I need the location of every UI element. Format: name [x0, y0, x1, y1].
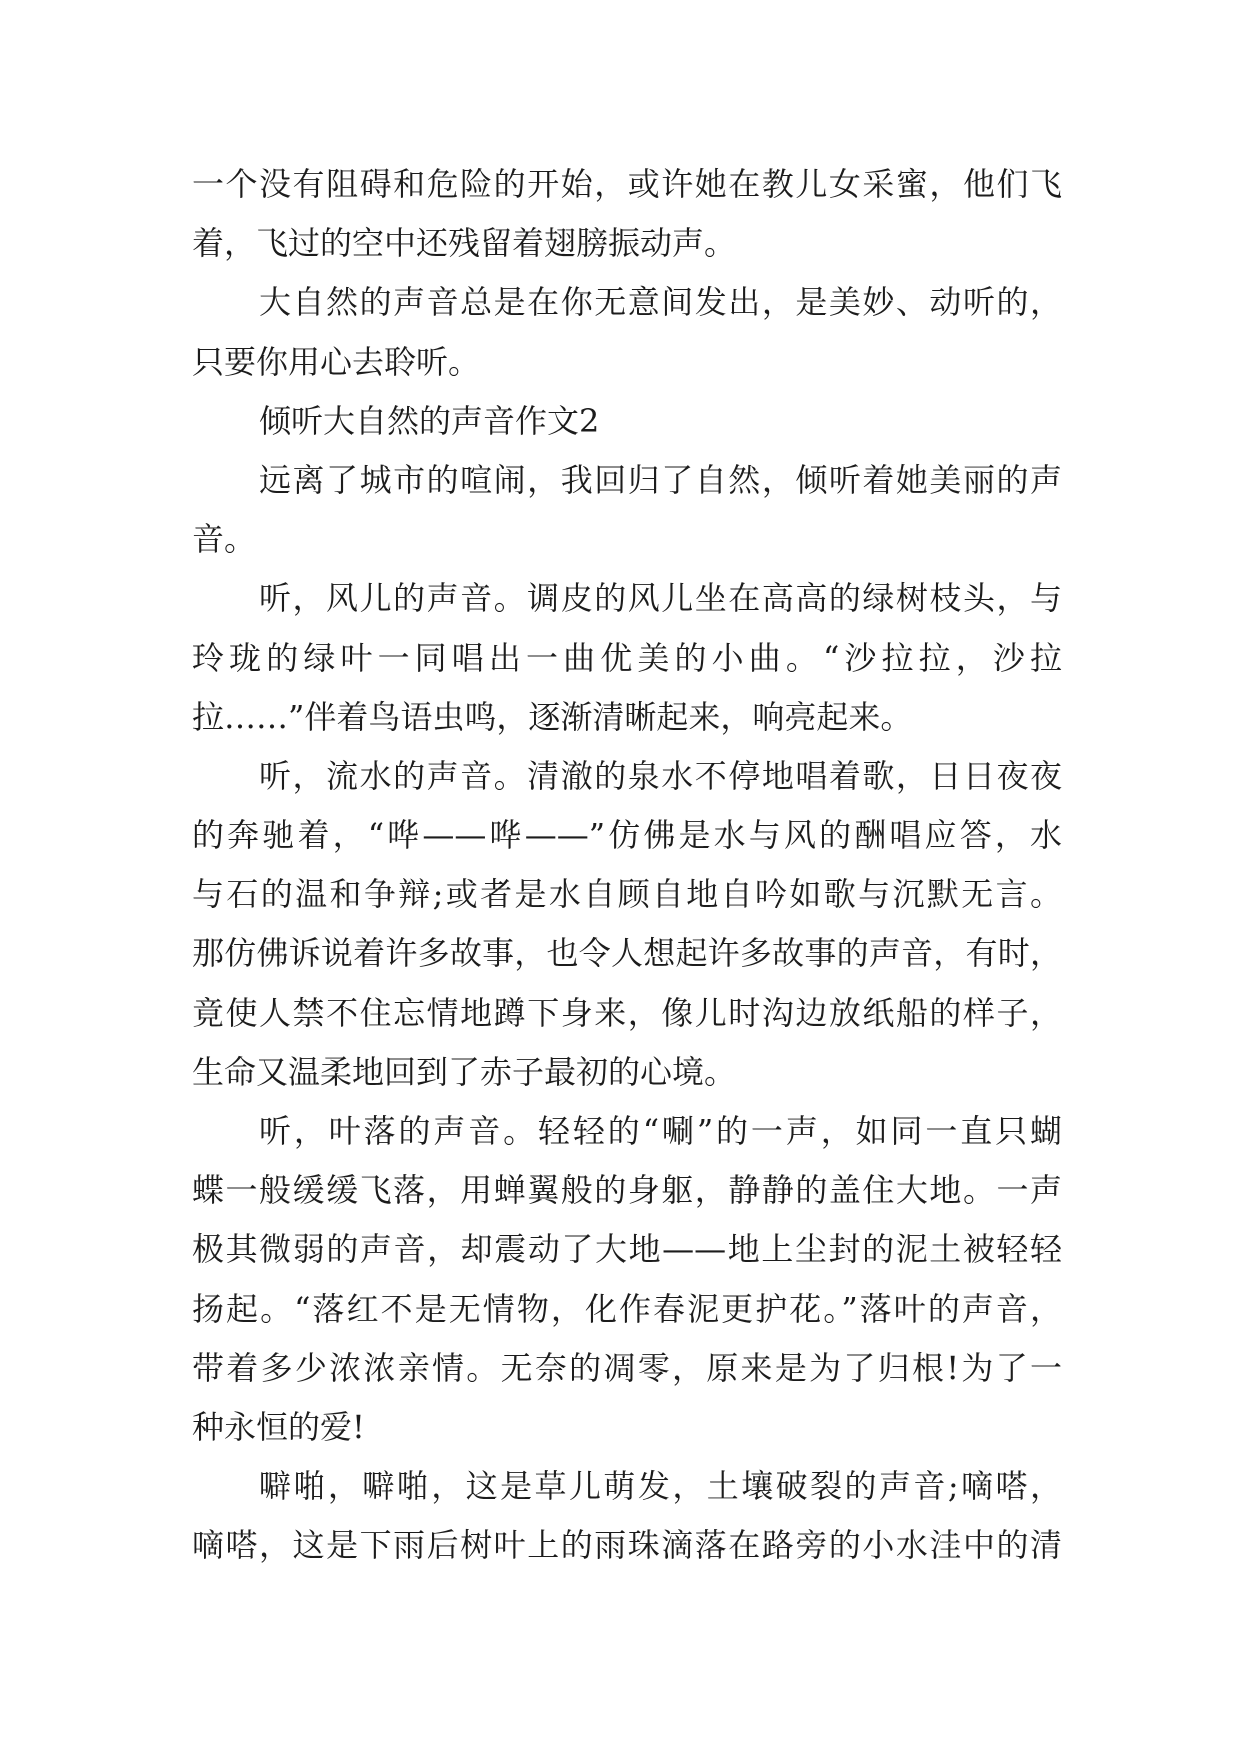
text-line: 着，飞过的空中还残留着翅膀振动声。: [192, 224, 737, 263]
text-line: 扬起。“落红不是无情物，化作春泥更护花。”落叶的声音，: [192, 1289, 1062, 1328]
text-line: 听，流水的声音。清澈的泉水不停地唱着歌，日日夜夜: [259, 756, 1062, 795]
text-line: 那仿佛诉说着许多故事，也令人想起许多故事的声音，有时，: [192, 934, 1062, 973]
text-line: 远离了城市的喧闹，我回归了自然，倾听着她美丽的声: [259, 460, 1062, 499]
paragraph: [192, 1102, 1062, 1457]
paragraph: [192, 273, 1062, 391]
text-line: 竟使人禁不住忘情地蹲下身来，像儿时沟边放纸船的样子，: [192, 993, 1062, 1032]
text-line: 蝶一般缓缓飞落，用蝉翼般的身躯，静静的盖住大地。一声: [192, 1171, 1062, 1210]
text-line: 种永恒的爱!: [192, 1407, 365, 1446]
section-title: [192, 392, 1062, 451]
text-line: 极其微弱的声音，却震动了大地——地上尘封的泥土被轻轻: [192, 1230, 1062, 1269]
paragraph: [192, 451, 1062, 569]
section-title-text: 倾听大自然的声音作文2: [259, 401, 600, 440]
text-line: 拉……”伴着鸟语虫鸣，逐渐清晰起来，响亮起来。: [192, 697, 913, 736]
text-line: 玲珑的绿叶一同唱出一曲优美的小曲。“沙拉拉，沙拉: [192, 638, 1062, 677]
paragraph: [192, 747, 1062, 1102]
text-line: 与石的温和争辩;或者是水自顾自地自吟如歌与沉默无言。: [192, 875, 1062, 914]
text-line: 嘀嗒，这是下雨后树叶上的雨珠滴落在路旁的小水洼中的清: [192, 1526, 1062, 1565]
text-line: 带着多少浓浓亲情。无奈的凋零，原来是为了归根!为了一: [192, 1348, 1062, 1387]
text-line: 音。: [192, 520, 257, 559]
paragraph-continued: [192, 155, 1062, 273]
text-line: 一个没有阻碍和危险的开始，或许她在教儿女采蜜，他们飞: [192, 165, 1062, 203]
paragraph: [192, 569, 1062, 747]
text-line: 的奔驰着，“哗——哗——”仿佛是水与风的酬唱应答，水: [192, 816, 1062, 855]
text-line: 只要你用心去聆听。: [192, 342, 481, 381]
text-line: 生命又温柔地回到了赤子最初的心境。: [192, 1052, 737, 1091]
text-line: 听，风儿的声音。调皮的风儿坐在高高的绿树枝头，与: [259, 579, 1062, 618]
body-text: [192, 155, 1062, 1576]
text-line: 噼啪，噼啪，这是草儿萌发，土壤破裂的声音;嘀嗒，: [259, 1467, 1062, 1506]
paragraph: [192, 1457, 1062, 1575]
text-line: 大自然的声音总是在你无意间发出，是美妙、动听的，: [259, 283, 1062, 322]
text-line: 听，叶落的声音。轻轻的“唰”的一声，如同一直只蝴: [259, 1112, 1062, 1150]
